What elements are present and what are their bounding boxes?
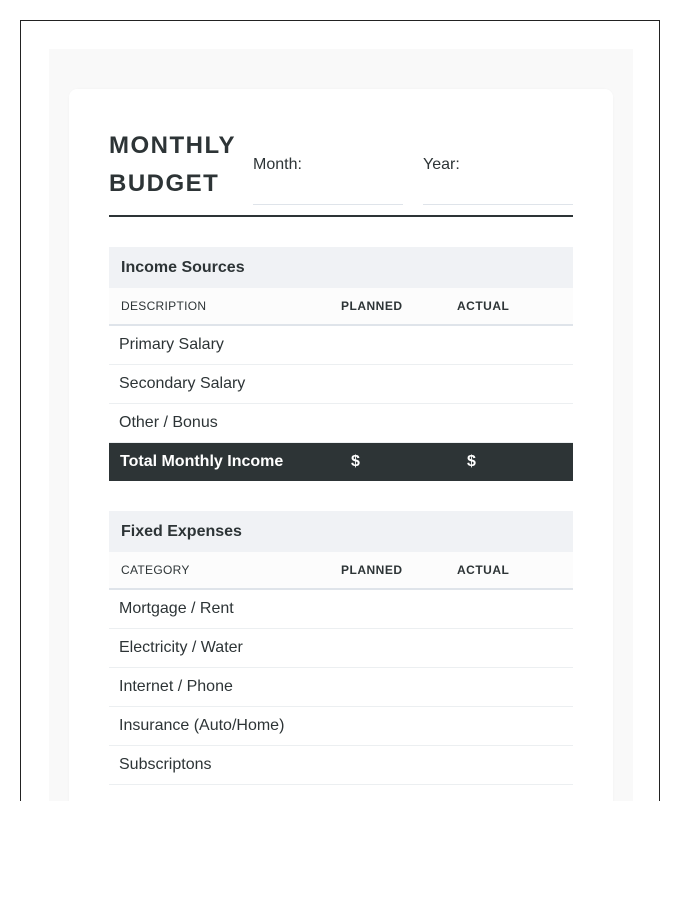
income-col-actual: ACTUAL <box>457 299 510 313</box>
total-income-planned: $ <box>351 453 360 470</box>
budget-content <box>109 89 573 785</box>
fixed-column-header <box>109 552 573 590</box>
row-label: Electricity / Water <box>119 639 243 656</box>
month-field[interactable] <box>253 156 302 174</box>
total-income-actual: $ <box>467 453 476 470</box>
row-label: Mortgage / Rent <box>119 600 234 617</box>
row-label: Secondary Salary <box>119 375 246 392</box>
budget-header <box>109 89 573 217</box>
table-row <box>109 629 573 668</box>
year-label: Year: <box>423 156 460 173</box>
table-row <box>109 746 573 785</box>
table-row <box>109 404 573 443</box>
document-frame <box>20 20 660 801</box>
title-line-2: BUDGET <box>109 170 220 197</box>
table-row <box>109 707 573 746</box>
income-section <box>109 247 573 481</box>
title-line-1: MONTHLY <box>109 132 236 159</box>
fixed-expenses-section <box>109 511 573 785</box>
table-row <box>109 365 573 404</box>
total-income-row <box>109 443 573 481</box>
month-label: Month: <box>253 156 302 173</box>
month-input-line[interactable] <box>253 204 403 205</box>
year-field[interactable] <box>423 156 460 174</box>
fixed-col-actual: ACTUAL <box>457 563 510 577</box>
table-row <box>109 326 573 365</box>
income-col-description: DESCRIPTION <box>121 299 207 313</box>
budget-card <box>69 89 613 801</box>
year-input-line[interactable] <box>423 204 573 205</box>
fixed-col-planned: PLANNED <box>341 563 403 577</box>
row-label: Internet / Phone <box>119 678 233 695</box>
fixed-col-category: CATEGORY <box>121 563 190 577</box>
table-row <box>109 668 573 707</box>
income-column-header <box>109 288 573 326</box>
income-section-title: Income Sources <box>109 247 573 288</box>
fixed-section-title: Fixed Expenses <box>109 511 573 552</box>
page-background <box>49 49 633 801</box>
page-title <box>109 127 245 203</box>
row-label: Primary Salary <box>119 336 224 353</box>
table-row <box>109 590 573 629</box>
row-label: Insurance (Auto/Home) <box>119 717 285 734</box>
row-label: Other / Bonus <box>119 414 218 431</box>
income-col-planned: PLANNED <box>341 299 403 313</box>
total-income-label: Total Monthly Income <box>120 453 284 470</box>
row-label: Subscriptons <box>119 756 212 773</box>
